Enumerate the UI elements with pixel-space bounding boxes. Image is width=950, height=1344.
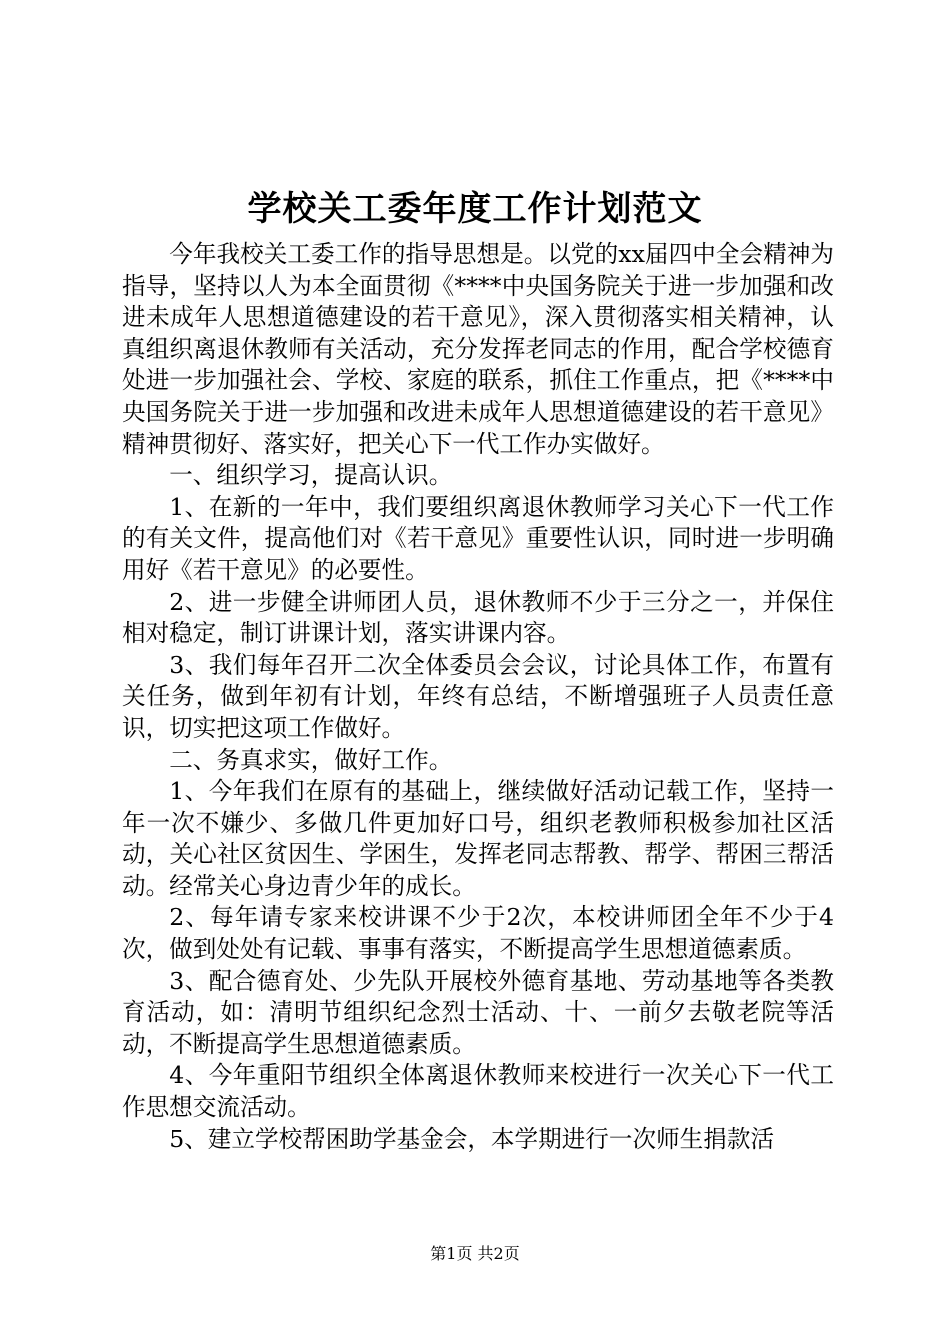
paragraph-2-2: 2、每年请专家来校讲课不少于2次，本校讲师团全年不少于4次，做到处处有记载、事事有落实，不断提高学生思想道德素质。 [122,903,834,964]
paragraph-1-1: 1、在新的一年中，我们要组织离退休教师学习关心下一代工作的有关文件，提高他们对《若干意见》重要性认识，同时进一步明确用好《若干意见》的必要性。 [122,492,834,584]
paragraph-guiding-idea: 今年我校关工委工作的指导思想是。以党的xx届四中全会精神为指导，坚持以人为本全面贯彻《****中央国务院关于进一步加强和改进未成年人思想道德建设的若干意见》，深入贯彻落实相关精神，认真组织离退休教师有关活动，充分发挥老同志的作用，配合学校德育处进一步加强社会、学校、家庭的联系，抓住工作重点，把《****中央国务院关于进一步加强和改进未成年人思想道德建设的若干意见》精神贯彻好、落实好，把关心下一代工作办实做好。 [122,240,834,458]
paragraph-1-2: 2、进一步健全讲师团人员，退休教师不少于三分之一，并保住相对稳定，制订讲课计划，落实讲课内容。 [122,587,834,648]
document-body [122,239,834,1155]
paragraph-2-1: 1、今年我们在原有的基础上，继续做好活动记载工作，坚持一年一次不嫌少、多做几件更加好口号，组织老教师积极参加社区活动，关心社区贫因生、学困生，发挥老同志帮教、帮学、帮困三帮活动。经常关心身边青少年的成长。 [122,777,834,900]
document-title: 学校关工委年度工作计划范文 [247,189,703,229]
paragraph-1-3: 3、我们每年召开二次全体委员会会议，讨论具体工作，布置有关任务，做到年初有计划，年终有总结，不断增强班子人员责任意识，切实把这项工作做好。 [122,650,834,742]
paragraph-2-4: 4、今年重阳节组织全体离退休教师来校进行一次关心下一代工作思想交流活动。 [122,1061,834,1122]
page-number-footer: 第1页 共2页 [430,1244,520,1263]
paragraph-2-3: 3、配合德育处、少先队开展校外德育基地、劳动基地等各类教育活动，如：清明节组织纪念烈士活动、十、一前夕去敬老院等活动，不断提高学生思想道德素质。 [122,966,834,1058]
section-heading-2: 二、务真求实，做好工作。 [169,745,453,774]
paragraph-2-5: 5、建立学校帮困助学基金会，本学期进行一次师生捐款活 [169,1124,775,1153]
section-heading-1: 一、组织学习，提高认识。 [169,461,453,490]
